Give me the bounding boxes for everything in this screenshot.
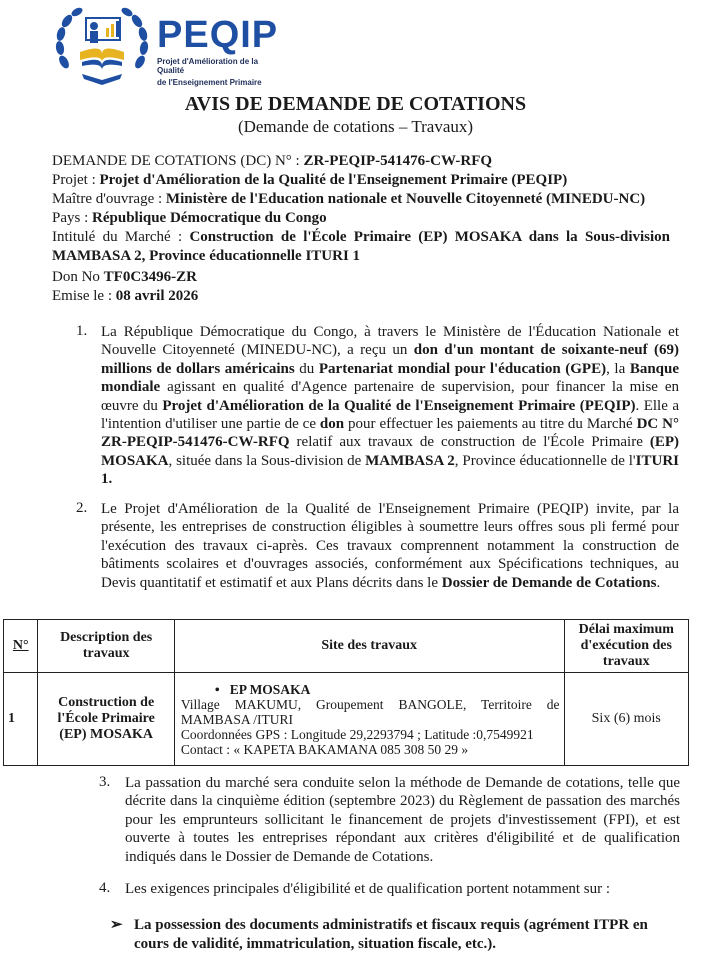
site-gps: Coordonnées GPS : Longitude 29,2293794 ; Latitude :0,7549921	[180, 726, 534, 742]
p1-text-j: don	[319, 416, 345, 433]
p1-text-r: ITURI 1.	[101, 452, 679, 488]
row-description: Construction de l'École Primaire (EP) MOSAKA	[38, 673, 174, 766]
paragraph-4: Les exigences principales d'éligibilité et de qualification portent notamment sur :	[125, 881, 611, 897]
p2-text-b: Dossier de Demande de Cotations	[441, 574, 657, 591]
p2-text-a: Le Projet d'Amélioration de la Qualité de l'Enseignement Primaire (PEQIP) invite, par la présente, les entreprises de construction éligibles à soumettre leurs offres sous pli fermé pour l'exécution des travaux ci-après. Ces travaux comprennent notamment la construction de bâtiments scolaires et d'ouvrages associés, conformément aux Spécifications techniques, au Devis quantitatif et estimatif et aux Plans décrits dans le	[101, 501, 679, 591]
p1-text-o: , située dans la Sous-division de	[168, 452, 366, 469]
logo-subtitle-line1: Projet d'Amélioration de la Qualité	[157, 57, 259, 75]
p1-text-e: , la	[606, 360, 630, 377]
header-number-text: N°	[12, 638, 29, 653]
pays-value: République Démocratique du Congo	[92, 210, 327, 226]
site-contact: Contact : « KAPETA BAKAMANA 085 308 50 29 »	[180, 741, 469, 757]
p1-text-m: relatif aux travaux de construction de l'École Primaire	[289, 434, 650, 451]
p1-text-b: don d'un montant de soixante-neuf (69) millions de dollars américains	[101, 342, 679, 377]
p1-number: 1.	[76, 323, 88, 339]
dc-label: DEMANDE DE COTATIONS (DC) N° :	[52, 153, 304, 169]
requirement-item-1-text: La possession des documents administratifs et fiscaux requis (agrément ITPR en cours de validité, immatriculation, situation fiscale, etc.).	[134, 917, 648, 952]
p1-text-p: MAMBASA 2	[365, 452, 455, 469]
p1-text-a: La République Démocratique du Congo, à travers le Ministère de l'Éducation Nationale et Nouvelle Citoyenneté (MINEDU-NC), a reçu un	[101, 324, 679, 359]
site-title: EP MOSAKA	[229, 681, 311, 697]
p1-text-d: Partenariat mondial pour l'éducation (GPE)	[318, 360, 607, 377]
header-number	[4, 620, 38, 673]
p1-text-n: (EP) MOSAKA	[101, 434, 679, 469]
header-site: Site des travaux	[174, 620, 564, 673]
table-row	[4, 673, 689, 766]
p1-text-g: agissant en qualité d'Agence partenaire de supervision, pour financer la mise en œuvre du	[101, 379, 679, 414]
header-description: Description des travaux	[38, 620, 174, 673]
don-line	[52, 268, 670, 287]
paragraph-2	[101, 500, 679, 592]
table-header-row	[4, 620, 689, 673]
dc-number-line	[52, 152, 670, 171]
don-label: Don No	[52, 269, 104, 285]
maitre-ouvrage-line	[52, 190, 670, 209]
maitre-label: Maître d'ouvrage :	[52, 191, 166, 207]
bullet-dot-icon: •	[214, 681, 230, 697]
maitre-value: Ministère de l'Education nationale et Nouvelle Citoyenneté (MINEDU-NC)	[165, 191, 646, 207]
p1-text-i: . Elle a l'intention d'utiliser une partie de ce	[101, 397, 679, 433]
site-title-line	[181, 682, 560, 697]
row-delai: Six (6) mois	[564, 673, 688, 766]
logo-name: PEQIP	[157, 14, 279, 56]
intitule-line	[52, 228, 670, 266]
p1-text-k: pour effectuer les paiements au titre du Marché	[344, 416, 637, 433]
logo-text-block	[157, 16, 278, 87]
p1-text-h: Projet d'Amélioration de la Qualité de l'Enseignement Primaire (PEQIP)	[162, 397, 636, 414]
site-location: Village MAKUMU, Groupement BANGOLE, Territoire de MAMBASA /ITURI	[180, 696, 560, 727]
paragraph-1	[101, 323, 679, 489]
paragraph-3: La passation du marché sera conduite selon la méthode de Demande de cotations, telle que décrite dans la cinquième édition (septembre 2023) du Règlement de passation des marchés pour les emprunteurs sollicitant le financement de projets d'investissement (FPI), et est ouverte à toutes les entreprises répondant aux critères d'éligibilité et de qualification indiqués dans le Dossier de Demande de Cotations.	[125, 775, 680, 865]
emise-value: 08 avril 2026	[115, 288, 199, 304]
p3-number: 3.	[99, 774, 111, 790]
row-number: 1	[4, 673, 38, 766]
p1-text-c: du	[294, 360, 319, 377]
projet-value: Projet d'Amélioration de la Qualité de l'Enseignement Primaire (PEQIP)	[99, 172, 568, 188]
emise-line	[52, 287, 670, 306]
intitule-value: Construction de l'École Primaire (EP) MOSAKA dans la Sous-division MAMBASA 2, Province éducationnelle ITURI 1	[52, 229, 671, 264]
don-value: TF0C3496-ZR	[103, 269, 198, 285]
logo-subtitle-line2: de l'Enseignement Primaire	[157, 78, 262, 87]
arrow-bullet-icon: ➢	[110, 917, 123, 933]
dc-value: ZR-PEQIP-541476-CW-RFQ	[303, 153, 493, 169]
works-table	[3, 619, 689, 766]
requirement-item-1	[110, 916, 684, 954]
projet-label: Projet :	[52, 172, 100, 188]
p1-text-q: , Province éducationnelle de l'	[454, 452, 636, 469]
p1-text-l: DC N° ZR-PEQIP-541476-CW-RFQ	[101, 416, 680, 451]
p2-number: 2.	[76, 500, 88, 516]
row-site	[174, 673, 564, 766]
document-subtitle: (Demande de cotations – Travaux)	[237, 117, 474, 136]
header-delai: Délai maximum d'exécution des travaux	[564, 620, 688, 673]
document-title: AVIS DE DEMANDE DE COTATIONS	[184, 93, 527, 115]
p4-number: 4.	[99, 880, 111, 896]
peqip-logo	[52, 4, 277, 86]
projet-line	[52, 171, 670, 190]
p2-text-c: .	[656, 574, 661, 591]
peqip-laurel-book-logo-icon	[52, 4, 152, 86]
pays-label: Pays :	[52, 210, 93, 226]
p1-text-f: Banque mondiale	[101, 360, 680, 396]
intitule-label: Intitulé du Marché :	[52, 229, 190, 245]
emise-label: Emise le :	[52, 288, 116, 304]
pays-line	[52, 209, 670, 228]
